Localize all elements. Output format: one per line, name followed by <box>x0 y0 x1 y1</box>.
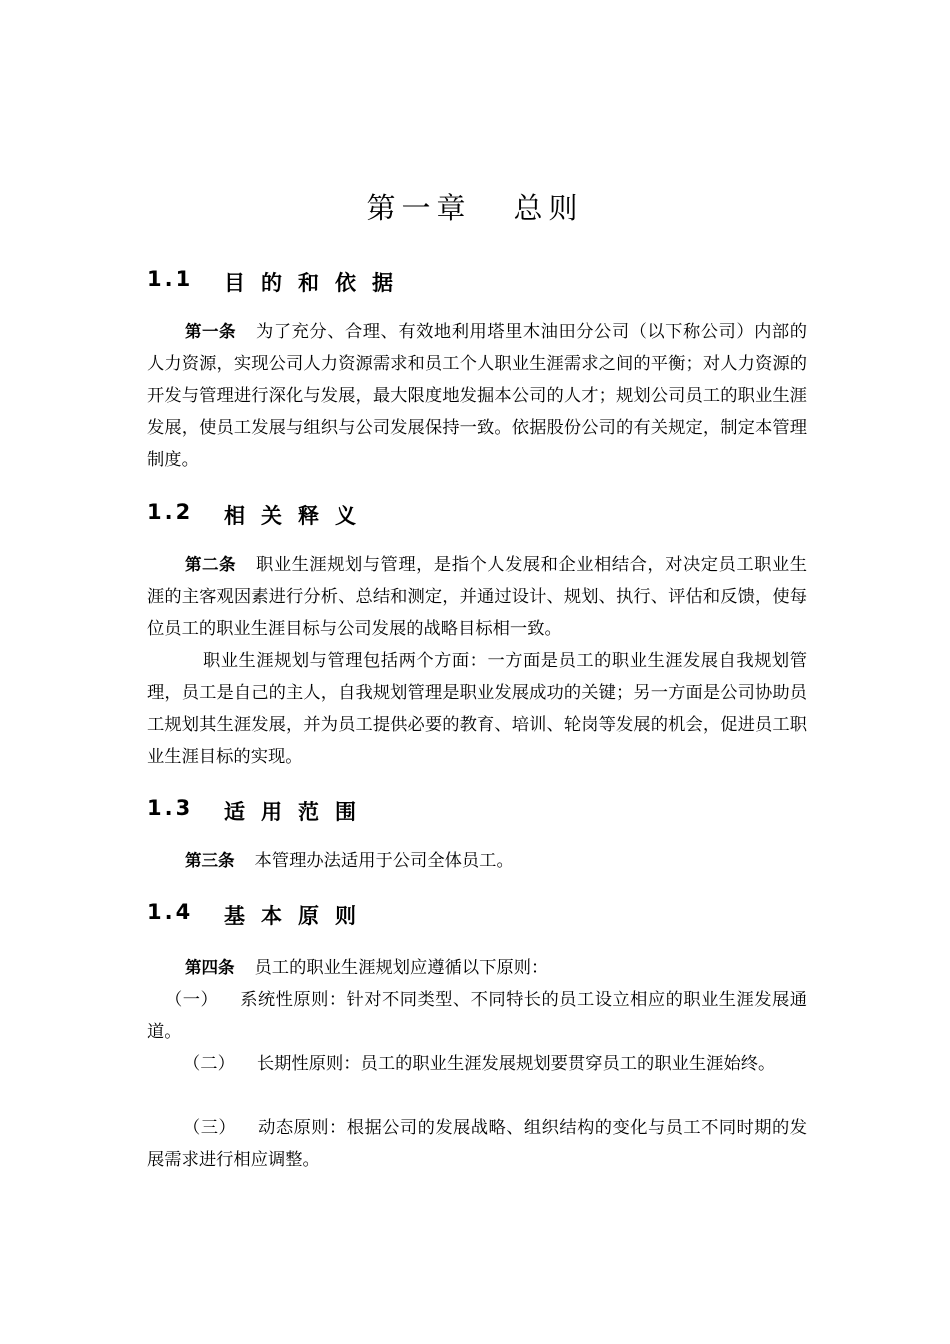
article-2 <box>147 549 807 645</box>
article-1 <box>147 316 807 476</box>
section-title: 基本原则 <box>224 904 372 928</box>
principle-marker: （三） <box>183 1118 237 1138</box>
article-label: 第四条 <box>185 958 235 977</box>
article-text: 职业生涯规划与管理，是指个人发展和企业相结合，对决定员工职业生涯的主客观因素进行分析、总结和测定，并通过设计、规划、执行、评估和反馈，使每位员工的职业生涯目标与公司发展的战略目标相一致。 <box>147 555 807 639</box>
principle-marker: （一） <box>165 990 219 1010</box>
paragraph-text: 职业生涯规划与管理包括两个方面：一方面是员工的职业生涯发展自我规划管理，员工是自己的主人，自我规划管理是职业发展成功的关键；另一方面是公司协助员工规划其生涯发展，并为员工提供必要的教育、培训、轮岗等发展的机会，促进员工职业生涯目标的实现。 <box>147 651 807 767</box>
article-label: 第二条 <box>185 555 237 574</box>
article-text: 本管理办法适用于公司全体员工。 <box>254 851 514 871</box>
principle-1 <box>147 984 807 1048</box>
principle-2 <box>147 1048 807 1080</box>
article-2-paragraph <box>147 645 807 773</box>
section-title: 相关释义 <box>224 504 372 528</box>
chapter-number: 第一章 <box>366 191 472 225</box>
principle-marker: （二） <box>183 1054 235 1074</box>
principle-text: 动态原则：根据公司的发展战略、组织结构的变化与员工不同时期的发展需求进行相应调整。 <box>147 1118 807 1170</box>
principle-3 <box>147 1112 807 1176</box>
chapter-name: 总则 <box>513 191 584 225</box>
section-number: 1.3 <box>147 796 194 820</box>
article-label: 第三条 <box>185 851 235 870</box>
article-3 <box>147 845 807 877</box>
section-number: 1.1 <box>147 267 194 291</box>
section-number: 1.4 <box>147 900 194 924</box>
article-text: 员工的职业生涯规划应遵循以下原则： <box>254 958 549 978</box>
section-number: 1.2 <box>147 500 194 524</box>
section-title: 目的和依据 <box>224 271 409 295</box>
article-label: 第一条 <box>185 322 237 341</box>
section-title: 适用范围 <box>224 800 372 824</box>
article-text: 为了充分、合理、有效地利用塔里木油田分公司（以下称公司）内部的人力资源，实现公司人力资源需求和员工个人职业生涯需求之间的平衡；对人力资源的开发与管理进行深化与发展，最大限度地发掘本公司的人才；规划公司员工的职业生涯发展，使员工发展与组织与公司发展保持一致。依据股份公司的有关规定，制定本管理制度。 <box>147 322 807 470</box>
article-4 <box>147 952 807 984</box>
chapter-title <box>0 186 950 227</box>
principle-text: 系统性原则：针对不同类型、不同特长的员工设立相应的职业生涯发展通道。 <box>147 990 807 1042</box>
principle-text: 长期性原则：员工的职业生涯发展规划要贯穿员工的职业生涯始终。 <box>256 1054 776 1074</box>
